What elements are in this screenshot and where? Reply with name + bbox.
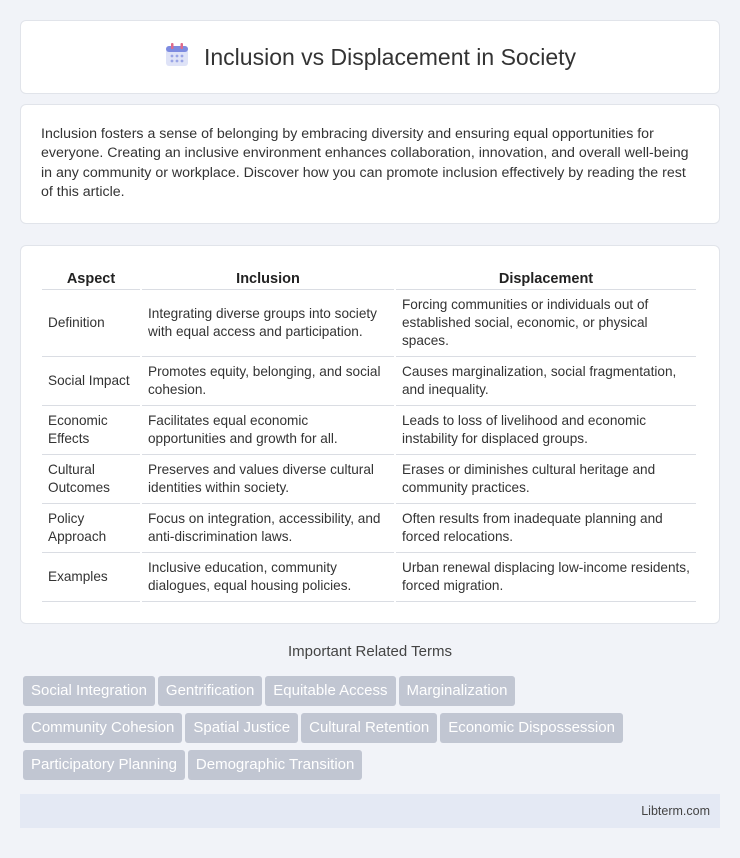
inclusion-cell: Preserves and values diverse cultural identities within society. bbox=[142, 455, 394, 504]
inclusion-cell: Inclusive education, community dialogues, equal housing policies. bbox=[142, 553, 394, 602]
tag-community-cohesion[interactable]: Community Cohesion bbox=[23, 713, 182, 743]
comparison-card bbox=[20, 245, 720, 624]
inclusion-cell: Promotes equity, belonging, and social cohesion. bbox=[142, 357, 394, 406]
displacement-cell: Urban renewal displacing low-income residents, forced migration. bbox=[396, 553, 696, 602]
tag-participatory-planning[interactable]: Participatory Planning bbox=[23, 750, 185, 780]
comparison-table bbox=[40, 266, 698, 602]
intro-text: Inclusion fosters a sense of belonging by embracing diversity and ensuring equal opportunities for everyone. Creating an inclusive environment enhances collaboration, innovation, and overall well-being in any community or workplace. Discover how you can promote inclusion effectively by reading the rest of this article. bbox=[41, 126, 689, 201]
inclusion-cell: Focus on integration, accessibility, and anti-discrimination laws. bbox=[142, 504, 394, 553]
tag-social-integration[interactable]: Social Integration bbox=[23, 676, 155, 706]
tag-spatial-justice[interactable]: Spatial Justice bbox=[185, 713, 298, 743]
tag-cultural-retention[interactable]: Cultural Retention bbox=[301, 713, 437, 743]
tag-equitable-access[interactable]: Equitable Access bbox=[265, 676, 395, 706]
related-terms-tags bbox=[23, 676, 723, 787]
tag-economic-dispossession[interactable]: Economic Dispossession bbox=[440, 713, 623, 743]
calendar-icon bbox=[164, 42, 190, 73]
aspect-cell: Definition bbox=[42, 290, 140, 357]
table-row bbox=[42, 357, 696, 406]
footer bbox=[20, 794, 720, 828]
aspect-cell: Economic Effects bbox=[42, 406, 140, 455]
table-row bbox=[42, 406, 696, 455]
tag-marginalization[interactable]: Marginalization bbox=[399, 676, 516, 706]
aspect-cell: Cultural Outcomes bbox=[42, 455, 140, 504]
table-row bbox=[42, 290, 696, 357]
table-row bbox=[42, 455, 696, 504]
aspect-cell: Policy Approach bbox=[42, 504, 140, 553]
inclusion-cell: Integrating diverse groups into society with equal access and participation. bbox=[142, 290, 394, 357]
page-title: Inclusion vs Displacement in Society bbox=[204, 43, 576, 70]
footer-site-link[interactable]: Libterm.com bbox=[641, 804, 710, 818]
table-header-row bbox=[42, 266, 696, 290]
table-row bbox=[42, 553, 696, 602]
aspect-cell: Social Impact bbox=[42, 357, 140, 406]
displacement-cell: Leads to loss of livelihood and economic instability for displaced groups. bbox=[396, 406, 696, 455]
displacement-cell: Forcing communities or individuals out of established social, economic, or physical spaces. bbox=[396, 290, 696, 357]
aspect-cell: Examples bbox=[42, 553, 140, 602]
header-aspect: Aspect bbox=[42, 266, 140, 290]
header-card bbox=[20, 20, 720, 94]
header-displacement: Displacement bbox=[396, 266, 696, 290]
inclusion-cell: Facilitates equal economic opportunities and growth for all. bbox=[142, 406, 394, 455]
related-terms-title: Important Related Terms bbox=[288, 643, 452, 660]
tag-gentrification[interactable]: Gentrification bbox=[158, 676, 262, 706]
displacement-cell: Often results from inadequate planning and forced relocations. bbox=[396, 504, 696, 553]
intro-card bbox=[20, 104, 720, 224]
displacement-cell: Erases or diminishes cultural heritage and community practices. bbox=[396, 455, 696, 504]
title-wrap bbox=[164, 42, 576, 73]
tag-demographic-transition[interactable]: Demographic Transition bbox=[188, 750, 362, 780]
table-row bbox=[42, 504, 696, 553]
displacement-cell: Causes marginalization, social fragmentation, and inequality. bbox=[396, 357, 696, 406]
header-inclusion: Inclusion bbox=[142, 266, 394, 290]
